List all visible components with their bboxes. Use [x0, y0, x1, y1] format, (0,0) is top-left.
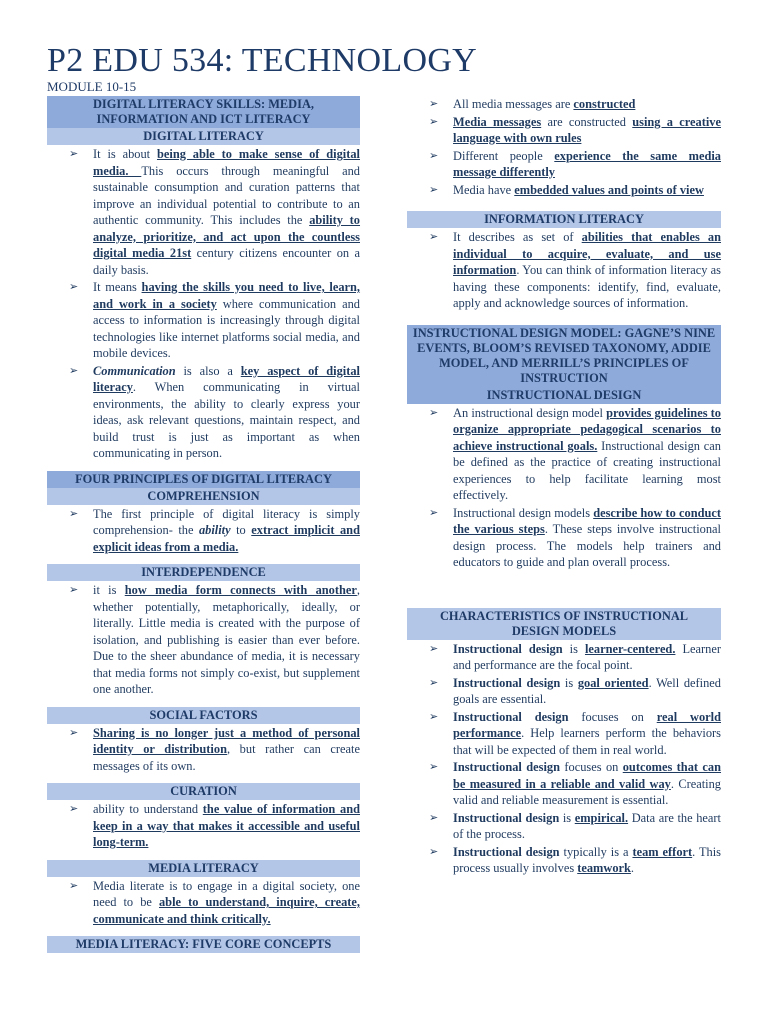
list-item — [47, 506, 360, 556]
text: . Well defined goals are essential. — [453, 675, 722, 706]
bullet-arrow-icon: ➢ — [429, 98, 439, 110]
right-column — [407, 95, 721, 878]
text: focuses on — [559, 760, 623, 774]
text: . Help learners perform the behaviors that will be expected of them in real world. — [453, 726, 721, 757]
list-item — [407, 709, 721, 759]
text: It describes as set of — [453, 230, 582, 244]
digital-literacy-list — [47, 146, 360, 462]
key-phrase: ability to analyze, prioritize, and act upon the countless digital media 21st — [93, 213, 361, 260]
bullet-arrow-icon: ➢ — [69, 281, 79, 293]
text: . This process usually involves — [453, 844, 721, 875]
list-item — [47, 725, 360, 775]
media-literacy-list — [47, 878, 360, 928]
text: focuses on — [568, 709, 657, 724]
comprehension-list — [47, 506, 360, 556]
list-item — [407, 675, 721, 708]
section-header-characteristics: CHARACTERISTICS OF INSTRUCTIONAL DESIGN MODELS — [407, 608, 721, 640]
label: Instructional design — [453, 641, 563, 656]
text: Instructional design models — [453, 505, 594, 520]
bullet-arrow-icon: ➢ — [429, 406, 439, 419]
key-phrase: learner-centered. — [584, 641, 676, 656]
key-phrase: experience the same media message differently — [453, 148, 721, 179]
list-item — [407, 505, 721, 571]
key-phrase: provides guidelines to organize appropriate pedagogical scenarios to achieve instructional goals. — [453, 405, 722, 453]
text: This occurs through meaningful and sustainable consumption and curation patterns that improve an individual potential to contribute to an authentic community. This includes the — [93, 163, 360, 227]
key-phrase: how media form connects with another — [124, 583, 357, 597]
key-phrase: abilities that enables an individual to acquire, evaluate, and use information — [453, 230, 721, 277]
label: Instructional design — [453, 810, 560, 825]
list-item — [407, 114, 721, 147]
list-item — [47, 582, 360, 698]
list-item — [47, 878, 360, 928]
text: Learner and performance are the focal point. — [453, 641, 721, 672]
section-header-curation: CURATION — [47, 783, 360, 800]
label: Instructional design — [453, 709, 569, 724]
key-phrase: teamwork — [577, 861, 631, 875]
bullet-arrow-icon: ➢ — [69, 726, 79, 739]
social-factors-list — [47, 725, 360, 775]
key-phrase: key aspect of digital literacy — [93, 363, 360, 394]
key-phrase: having the skills you need to live, learn, and work in a society — [93, 280, 361, 311]
section-header-digital-literacy-skills: DIGITAL LITERACY SKILLS: MEDIA, INFORMATION AND ICT LITERACY — [47, 96, 360, 128]
text: It means — [93, 280, 142, 294]
list-item — [407, 96, 721, 113]
label: Instructional design — [453, 675, 561, 690]
text: Media literate is to engage in a digital society, one need to be — [93, 878, 360, 909]
key-phrase: being able to make sense of digital media. — [93, 147, 360, 178]
key-phrase: team effort — [632, 844, 693, 859]
page-title: P2 EDU 534: TECHNOLOGY — [47, 42, 478, 79]
list-item — [407, 148, 721, 181]
bullet-arrow-icon: ➢ — [69, 148, 79, 160]
list-item — [47, 801, 360, 851]
bullet-arrow-icon: ➢ — [69, 364, 79, 377]
text: is — [562, 641, 585, 656]
list-item — [47, 363, 360, 462]
section-header-four-principles: FOUR PRINCIPLES OF DIGITAL LITERACY — [47, 471, 360, 488]
section-header-comprehension: COMPREHENSION — [47, 488, 360, 505]
label: Instructional design — [453, 760, 560, 774]
text: Data are the heart of the process. — [453, 810, 721, 841]
text: , whether potentially, metaphorically, ideally, or literally. Little media is created with the purpose of isolation, and publishing is easier than ever before. Due to the sheer abundance of media, it is necessary that media forms not simply co-exist, but supplement one another. — [93, 583, 360, 696]
module-label: MODULE 10-15 — [47, 79, 137, 94]
list-item — [407, 844, 721, 877]
list-item — [407, 405, 721, 504]
section-header-instructional-design: INSTRUCTIONAL DESIGN — [407, 387, 721, 404]
information-literacy-list — [407, 229, 721, 312]
key-phrase: using a creative language with own rules — [453, 114, 721, 145]
bullet-arrow-icon: ➢ — [429, 676, 439, 689]
text: The first principle of digital literacy is simply comprehension- the — [93, 506, 360, 537]
list-item — [407, 182, 721, 199]
section-header-instructional-design-model: INSTRUCTIONAL DESIGN MODEL: GAGNE’S NINE EVENTS, BLOOM’S REVISED TAXONOMY, ADDIE MODEL, AND MERRILL’S PRINCIPLES OF INSTRUCTION — [407, 325, 721, 387]
bullet-arrow-icon: ➢ — [429, 761, 439, 773]
text: is also a — [175, 363, 241, 378]
section-header-digital-literacy: DIGITAL LITERACY — [47, 128, 360, 145]
core-concepts-list — [407, 96, 721, 198]
text: Different people — [453, 148, 555, 163]
key-phrase: constructed — [573, 97, 636, 111]
list-item — [407, 229, 721, 312]
bullet-arrow-icon: ➢ — [429, 183, 439, 196]
list-item — [47, 279, 360, 362]
interdependence-list — [47, 582, 360, 698]
key-phrase: outcomes that can be measured in a reliable and valid way — [453, 760, 722, 791]
instructional-design-list — [407, 405, 721, 571]
curation-list — [47, 801, 360, 851]
text: . Creating valid and reliable measurement is essential. — [453, 776, 721, 807]
bullet-arrow-icon: ➢ — [429, 231, 439, 243]
key-phrase: describe how to conduct the various steps — [453, 505, 721, 536]
text: ability to understand — [93, 802, 203, 816]
characteristics-list — [407, 641, 721, 877]
key-phrase: extract implicit and explicit ideas from a media. — [93, 523, 360, 554]
bullet-arrow-icon: ➢ — [429, 115, 439, 128]
label: Instructional design — [453, 844, 560, 859]
list-item — [407, 641, 721, 674]
bullet-arrow-icon: ➢ — [69, 584, 79, 596]
text: is — [560, 675, 578, 690]
left-column — [47, 96, 360, 953]
text: is — [559, 810, 575, 825]
text: . You can think of information literacy as having these components: identify, find, evaluate, apply and acknowledge sources of information. — [453, 263, 721, 310]
key-phrase: real world performance — [453, 709, 721, 740]
section-header-interdependence: INTERDEPENDENCE — [47, 564, 360, 581]
bullet-arrow-icon: ➢ — [429, 811, 439, 824]
text: it is — [93, 583, 125, 597]
list-item — [407, 810, 721, 843]
text: , but rather can create messages of its own. — [93, 742, 360, 773]
section-header-five-core-concepts: MEDIA LITERACY: FIVE CORE CONCEPTS — [47, 936, 360, 953]
text: All media messages are — [453, 97, 574, 111]
text: . When communicating in virtual environments, the ability to clearly express your ideas, ask relevant questions, maintain respect, and build trust is just as important as when communicating in person. — [93, 380, 360, 460]
section-header-social-factors: SOCIAL FACTORS — [47, 707, 360, 724]
key-phrase: Media messages — [453, 114, 542, 129]
text: It is about — [93, 147, 157, 161]
bullet-arrow-icon: ➢ — [69, 879, 79, 892]
bullet-arrow-icon: ➢ — [429, 710, 439, 723]
key-phrase: Sharing is no longer just a method of personal identity or distribution — [93, 725, 360, 756]
text: . These steps involve instructional design process. The models help trainers and educators to guide and plan overall process. — [453, 522, 721, 569]
list-item — [407, 759, 721, 809]
key-phrase: able to understand, inquire, create, communicate and think critically. — [93, 895, 361, 926]
text: where communication and access to information is increasingly through digital technologies like internet platforms social media, and mobile devices. — [93, 296, 361, 360]
key-phrase: embedded values and points of view — [514, 182, 704, 197]
bullet-arrow-icon: ➢ — [429, 642, 439, 655]
key-phrase: the value of information and keep in a way that makes it accessible and useful long-term. — [93, 802, 360, 849]
section-header-information-literacy: INFORMATION LITERACY — [407, 211, 721, 228]
key-phrase: empirical. — [574, 810, 629, 825]
bullet-arrow-icon: ➢ — [429, 506, 439, 519]
text: to — [230, 523, 252, 537]
text: typically is a — [559, 844, 633, 859]
emphasis: Communication — [93, 363, 176, 378]
bullet-arrow-icon: ➢ — [69, 507, 79, 520]
text: Instructional design can be defined as the practice of creating instructional experiences to help facilitate learning most effectively. — [453, 438, 721, 502]
bullet-arrow-icon: ➢ — [429, 149, 439, 162]
key-phrase: goal oriented — [577, 675, 649, 690]
text: are constructed — [541, 114, 633, 129]
section-header-media-literacy: MEDIA LITERACY — [47, 860, 360, 877]
text: century citizens encounter on a daily basis. — [93, 246, 360, 277]
emphasis: ability — [198, 523, 231, 537]
text: An instructional design model — [453, 405, 607, 420]
text: Media have — [453, 182, 515, 197]
text: . — [630, 861, 635, 875]
bullet-arrow-icon: ➢ — [69, 803, 79, 815]
bullet-arrow-icon: ➢ — [429, 845, 439, 858]
list-item — [47, 146, 360, 278]
